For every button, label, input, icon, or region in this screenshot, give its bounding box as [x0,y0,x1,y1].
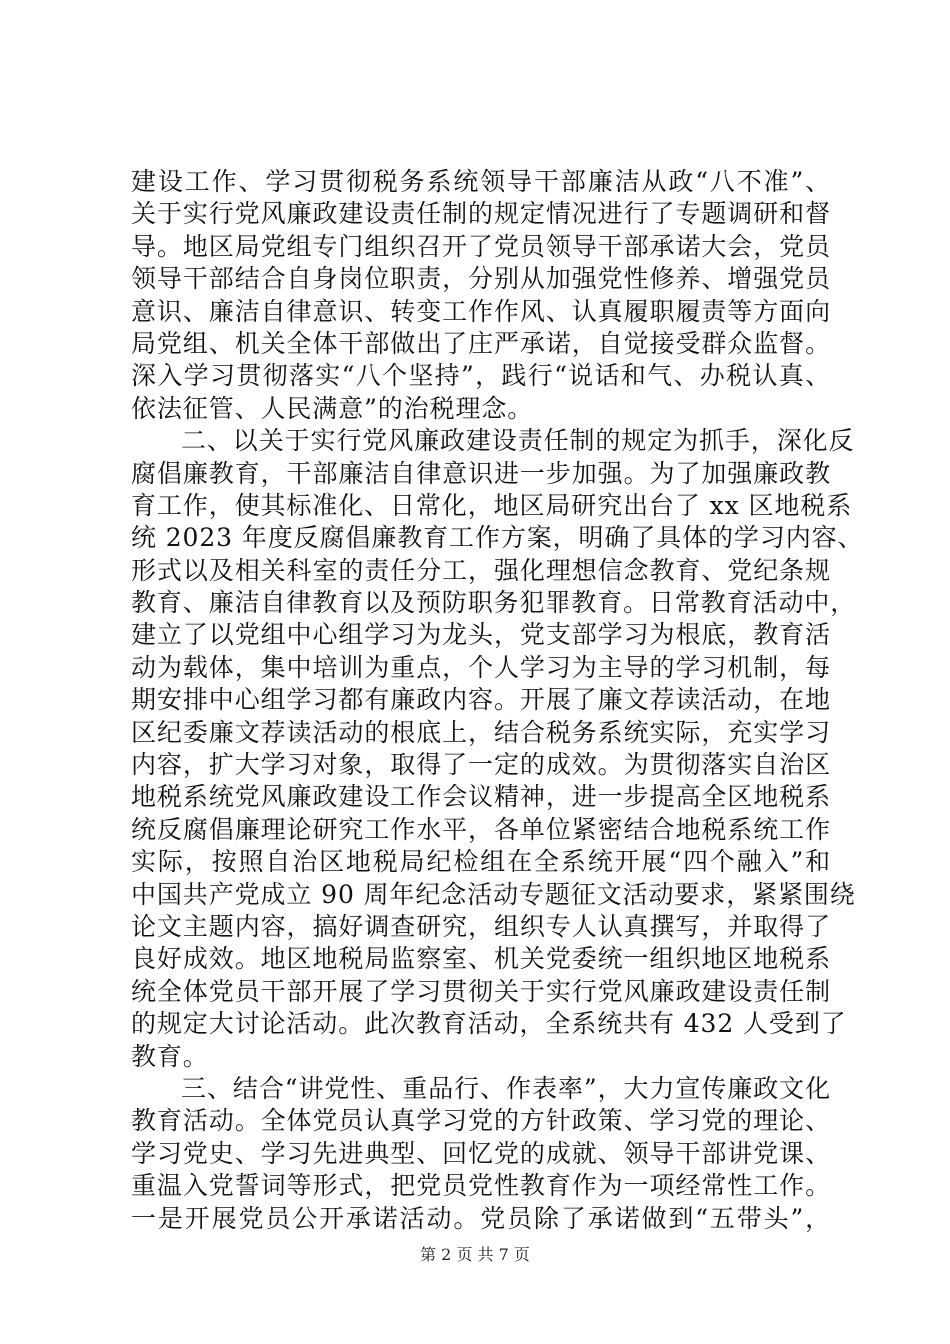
text-line: 领导干部结合自身岗位职责，分别从加强党性修养、增强党员 [131,264,831,294]
text-line: 统反腐倡廉理论研究工作水平，各单位紧密结合地税系统工作 [131,814,831,844]
text-line: 教育活动。全体党员认真学习党的方针政策、学习党的理论、 [131,1106,831,1136]
text-line: 统全体党员干部开展了学习贯彻关于实行党风廉政建设责任制 [131,976,831,1006]
text-line: 重温入党誓词等形式，把党员党性教育作为一项经常性工作。 [131,1171,831,1201]
page-number-footer: 第 2 页 共 7 页 [420,1245,530,1264]
text-line: 形式以及相关科室的责任分工，强化理想信念教育、党纪条规 [131,555,831,585]
text-line: 论文主题内容，搞好调查研究，组织专人认真撰写，并取得了 [131,911,831,941]
text-line: 深入学习贯彻落实“八个坚持”，践行“说话和气、办税认真、 [131,361,831,391]
document-body [131,166,864,1235]
text-line: 教育、廉洁自律教育以及预防职务犯罪教育。日常教育活动中， [131,588,857,618]
text-line: 动为载体，集中培训为重点，个人学习为主导的学习机制，每 [131,652,831,682]
text-line: 关于实行党风廉政建设责任制的规定情况进行了专题调研和督 [131,199,831,229]
text-line: 局党组、机关全体干部做出了庄严承诺，自觉接受群众监督。 [131,328,831,358]
paragraph-start-line: 二、以关于实行党风廉政建设责任制的规定为抓手，深化反 [181,426,855,456]
text-line: 一是开展党员公开承诺活动。党员除了承诺做到“五带头”， [131,1203,831,1233]
text-line: 统 2023 年度反腐倡廉教育工作方案，明确了具体的学习内容、 [131,523,864,553]
text-line: 腐倡廉教育，干部廉洁自律意识进一步加强。为了加强廉政教 [131,458,831,488]
text-line: 建立了以党组中心组学习为龙头，党支部学习为根底，教育活 [131,620,831,650]
text-line: 教育。 [131,1041,209,1071]
text-line: 导。地区局党组专门组织召开了党员领导干部承诺大会，党员 [131,231,831,261]
text-line: 期安排中心组学习都有廉政内容。开展了廉文荐读活动，在地 [131,685,831,715]
text-line: 良好成效。地区地税局监察室、机关党委统一组织地区地税系 [131,944,831,974]
text-line: 内容，扩大学习对象，取得了一定的成效。为贯彻落实自治区 [131,750,831,780]
text-line: 育工作，使其标准化、日常化，地区局研究出台了 xx 区地税系 [131,490,853,520]
text-line: 实际，按照自治区地税局纪检组在全系统开展“四个融入”和 [131,847,831,877]
text-line: 意识、廉洁自律意识、转变工作作风、认真履职履责等方面向 [131,296,831,326]
text-line: 依法征管、人民满意”的治税理念。 [131,393,534,423]
text-line: 中国共产党成立 90 周年纪念活动专题征文活动要求，紧紧围绕 [131,879,856,909]
text-line: 建设工作、学习贯彻税务系统领导干部廉洁从政“八不准”、 [131,167,831,196]
text-line: 的规定大讨论活动。此次教育活动，全系统共有 432 人受到了 [131,1009,847,1039]
text-line: 学习党史、学习先进典型、回忆党的成就、领导干部讲党课、 [131,1138,831,1168]
paragraph-start-line: 三、结合“讲党性、重品行、作表率”，大力宣传廉政文化 [181,1073,831,1103]
text-line: 地税系统党风廉政建设工作会议精神，进一步提高全区地税系 [131,782,831,812]
text-line: 区纪委廉文荐读活动的根底上，结合税务系统实际，充实学习 [131,717,831,747]
